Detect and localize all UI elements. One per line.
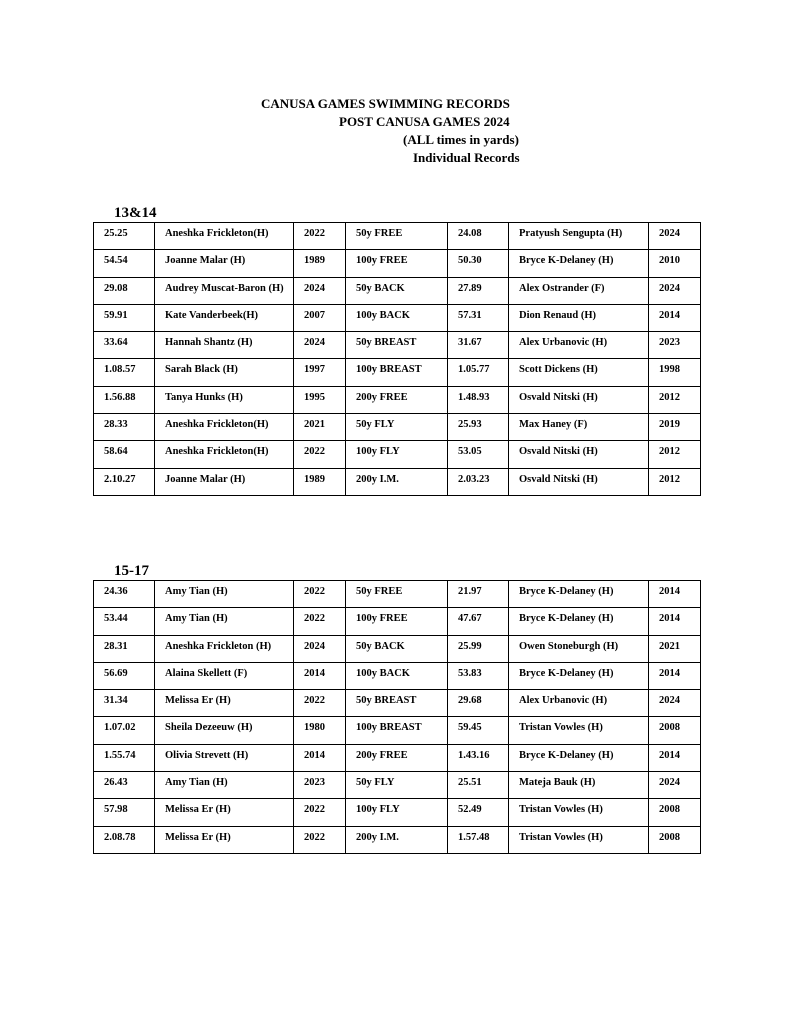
boys-record-time: 25.51 [448,772,509,799]
girls-record-year: 2023 [294,772,346,799]
boys-record-holder: Bryce K-Delaney (H) [509,662,649,689]
girls-record-time: 1.07.02 [94,717,155,744]
table-row [94,468,701,495]
event-name: 100y FREE [346,608,448,635]
girls-record-year: 2014 [294,662,346,689]
event-name: 50y FREE [346,581,448,608]
girls-record-time: 58.64 [94,441,155,468]
table-row [94,250,701,277]
event-name: 100y BACK [346,662,448,689]
girls-record-year: 1997 [294,359,346,386]
boys-record-year: 1998 [649,359,701,386]
girls-record-year: 1980 [294,717,346,744]
boys-record-year: 2014 [649,304,701,331]
records-table [93,580,701,854]
boys-record-holder: Osvald Nitski (H) [509,441,649,468]
event-name: 50y FREE [346,223,448,250]
boys-record-year: 2010 [649,250,701,277]
table-row [94,744,701,771]
age-group-label: 13&14 [114,205,157,221]
boys-record-time: 1.57.48 [448,826,509,853]
girls-record-time: 1.55.74 [94,744,155,771]
boys-record-holder: Pratyush Sengupta (H) [509,223,649,250]
boys-record-year: 2008 [649,717,701,744]
girls-record-time: 56.69 [94,662,155,689]
table-row [94,581,701,608]
boys-record-year: 2024 [649,772,701,799]
records-type-heading: Individual Records [413,150,520,165]
girls-record-time: 33.64 [94,332,155,359]
girls-record-time: 28.33 [94,414,155,441]
records-table [93,222,701,496]
boys-record-time: 59.45 [448,717,509,744]
boys-record-holder: Scott Dickens (H) [509,359,649,386]
table-row [94,772,701,799]
table-row [94,799,701,826]
girls-record-holder: Melissa Er (H) [155,799,294,826]
boys-record-holder: Bryce K-Delaney (H) [509,744,649,771]
event-name: 100y FLY [346,441,448,468]
girls-record-time: 24.36 [94,581,155,608]
girls-record-time: 26.43 [94,772,155,799]
boys-record-time: 24.08 [448,223,509,250]
event-name: 50y BREAST [346,690,448,717]
girls-record-holder: Joanne Malar (H) [155,250,294,277]
event-name: 100y BREAST [346,359,448,386]
boys-record-time: 25.93 [448,414,509,441]
girls-record-year: 2022 [294,608,346,635]
boys-record-year: 2008 [649,799,701,826]
boys-record-holder: Bryce K-Delaney (H) [509,608,649,635]
girls-record-time: 31.34 [94,690,155,717]
boys-record-time: 53.05 [448,441,509,468]
girls-record-time: 29.08 [94,277,155,304]
girls-record-year: 2022 [294,826,346,853]
event-name: 100y BREAST [346,717,448,744]
girls-record-time: 2.08.78 [94,826,155,853]
table-row [94,223,701,250]
boys-record-time: 2.03.23 [448,468,509,495]
boys-record-year: 2014 [649,662,701,689]
girls-record-time: 57.98 [94,799,155,826]
girls-record-holder: Aneshka Frickleton(H) [155,441,294,468]
boys-record-holder: Dion Renaud (H) [509,304,649,331]
boys-record-holder: Bryce K-Delaney (H) [509,250,649,277]
girls-record-holder: Tanya Hunks (H) [155,386,294,413]
girls-record-holder: Melissa Er (H) [155,826,294,853]
table-row [94,690,701,717]
girls-record-time: 1.56.88 [94,386,155,413]
event-name: 50y BACK [346,277,448,304]
girls-record-year: 2022 [294,223,346,250]
event-name: 50y FLY [346,414,448,441]
girls-record-year: 2021 [294,414,346,441]
girls-record-holder: Aneshka Frickleton(H) [155,223,294,250]
event-name: 100y FLY [346,799,448,826]
girls-record-holder: Kate Vanderbeek(H) [155,304,294,331]
event-name: 100y BACK [346,304,448,331]
boys-record-year: 2014 [649,744,701,771]
boys-record-year: 2024 [649,690,701,717]
table-row [94,386,701,413]
girls-record-time: 53.44 [94,608,155,635]
girls-record-year: 2007 [294,304,346,331]
boys-record-year: 2014 [649,608,701,635]
document-title: CANUSA GAMES SWIMMING RECORDS [261,96,510,111]
girls-record-holder: Sheila Dezeeuw (H) [155,717,294,744]
boys-record-holder: Alex Urbanovic (H) [509,332,649,359]
boys-record-year: 2012 [649,386,701,413]
boys-record-holder: Tristan Vowles (H) [509,799,649,826]
girls-record-holder: Olivia Strevett (H) [155,744,294,771]
girls-record-holder: Melissa Er (H) [155,690,294,717]
boys-record-holder: Bryce K-Delaney (H) [509,581,649,608]
boys-record-time: 53.83 [448,662,509,689]
boys-record-holder: Max Haney (F) [509,414,649,441]
girls-record-holder: Aneshka Frickleton(H) [155,414,294,441]
boys-record-holder: Alex Urbanovic (H) [509,690,649,717]
boys-record-year: 2012 [649,441,701,468]
girls-record-year: 2024 [294,635,346,662]
boys-record-time: 25.99 [448,635,509,662]
girls-record-holder: Aneshka Frickleton (H) [155,635,294,662]
girls-record-time: 1.08.57 [94,359,155,386]
boys-record-time: 47.67 [448,608,509,635]
girls-record-year: 1995 [294,386,346,413]
girls-record-year: 1989 [294,468,346,495]
girls-record-year: 1989 [294,250,346,277]
girls-record-year: 2014 [294,744,346,771]
boys-record-time: 57.31 [448,304,509,331]
boys-record-time: 27.89 [448,277,509,304]
boys-record-year: 2019 [649,414,701,441]
girls-record-year: 2022 [294,441,346,468]
boys-record-holder: Mateja Bauk (H) [509,772,649,799]
event-name: 200y FREE [346,386,448,413]
girls-record-year: 2024 [294,277,346,304]
document-subtitle: POST CANUSA GAMES 2024 [339,114,510,129]
boys-record-year: 2014 [649,581,701,608]
girls-record-holder: Audrey Muscat-Baron (H) [155,277,294,304]
girls-record-holder: Alaina Skellett (F) [155,662,294,689]
girls-record-year: 2022 [294,581,346,608]
boys-record-holder: Tristan Vowles (H) [509,826,649,853]
table-row [94,359,701,386]
girls-record-holder: Amy Tian (H) [155,608,294,635]
girls-record-holder: Joanne Malar (H) [155,468,294,495]
girls-record-year: 2024 [294,332,346,359]
event-name: 50y FLY [346,772,448,799]
table-row [94,332,701,359]
table-row [94,608,701,635]
boys-record-time: 21.97 [448,581,509,608]
boys-record-time: 50.30 [448,250,509,277]
boys-record-year: 2008 [649,826,701,853]
girls-record-time: 28.31 [94,635,155,662]
girls-record-time: 2.10.27 [94,468,155,495]
table-row [94,826,701,853]
event-name: 200y I.M. [346,826,448,853]
girls-record-time: 54.54 [94,250,155,277]
girls-record-holder: Sarah Black (H) [155,359,294,386]
event-name: 200y FREE [346,744,448,771]
table-row [94,717,701,744]
table-row [94,635,701,662]
event-name: 100y FREE [346,250,448,277]
event-name: 50y BACK [346,635,448,662]
boys-record-year: 2021 [649,635,701,662]
boys-record-holder: Osvald Nitski (H) [509,386,649,413]
girls-record-time: 25.25 [94,223,155,250]
boys-record-holder: Osvald Nitski (H) [509,468,649,495]
boys-record-holder: Alex Ostrander (F) [509,277,649,304]
girls-record-holder: Hannah Shantz (H) [155,332,294,359]
girls-record-year: 2022 [294,690,346,717]
table-row [94,441,701,468]
boys-record-year: 2024 [649,223,701,250]
boys-record-year: 2023 [649,332,701,359]
boys-record-time: 29.68 [448,690,509,717]
boys-record-time: 1.43.16 [448,744,509,771]
table-row [94,304,701,331]
boys-record-year: 2024 [649,277,701,304]
age-group-label: 15-17 [114,563,149,579]
boys-record-time: 31.67 [448,332,509,359]
table-row [94,277,701,304]
girls-record-year: 2022 [294,799,346,826]
boys-record-holder: Tristan Vowles (H) [509,717,649,744]
table-row [94,662,701,689]
girls-record-holder: Amy Tian (H) [155,581,294,608]
boys-record-year: 2012 [649,468,701,495]
girls-record-time: 59.91 [94,304,155,331]
boys-record-holder: Owen Stoneburgh (H) [509,635,649,662]
units-note: (ALL times in yards) [403,132,519,147]
boys-record-time: 52.49 [448,799,509,826]
table-row [94,414,701,441]
boys-record-time: 1.48.93 [448,386,509,413]
event-name: 200y I.M. [346,468,448,495]
boys-record-time: 1.05.77 [448,359,509,386]
girls-record-holder: Amy Tian (H) [155,772,294,799]
event-name: 50y BREAST [346,332,448,359]
